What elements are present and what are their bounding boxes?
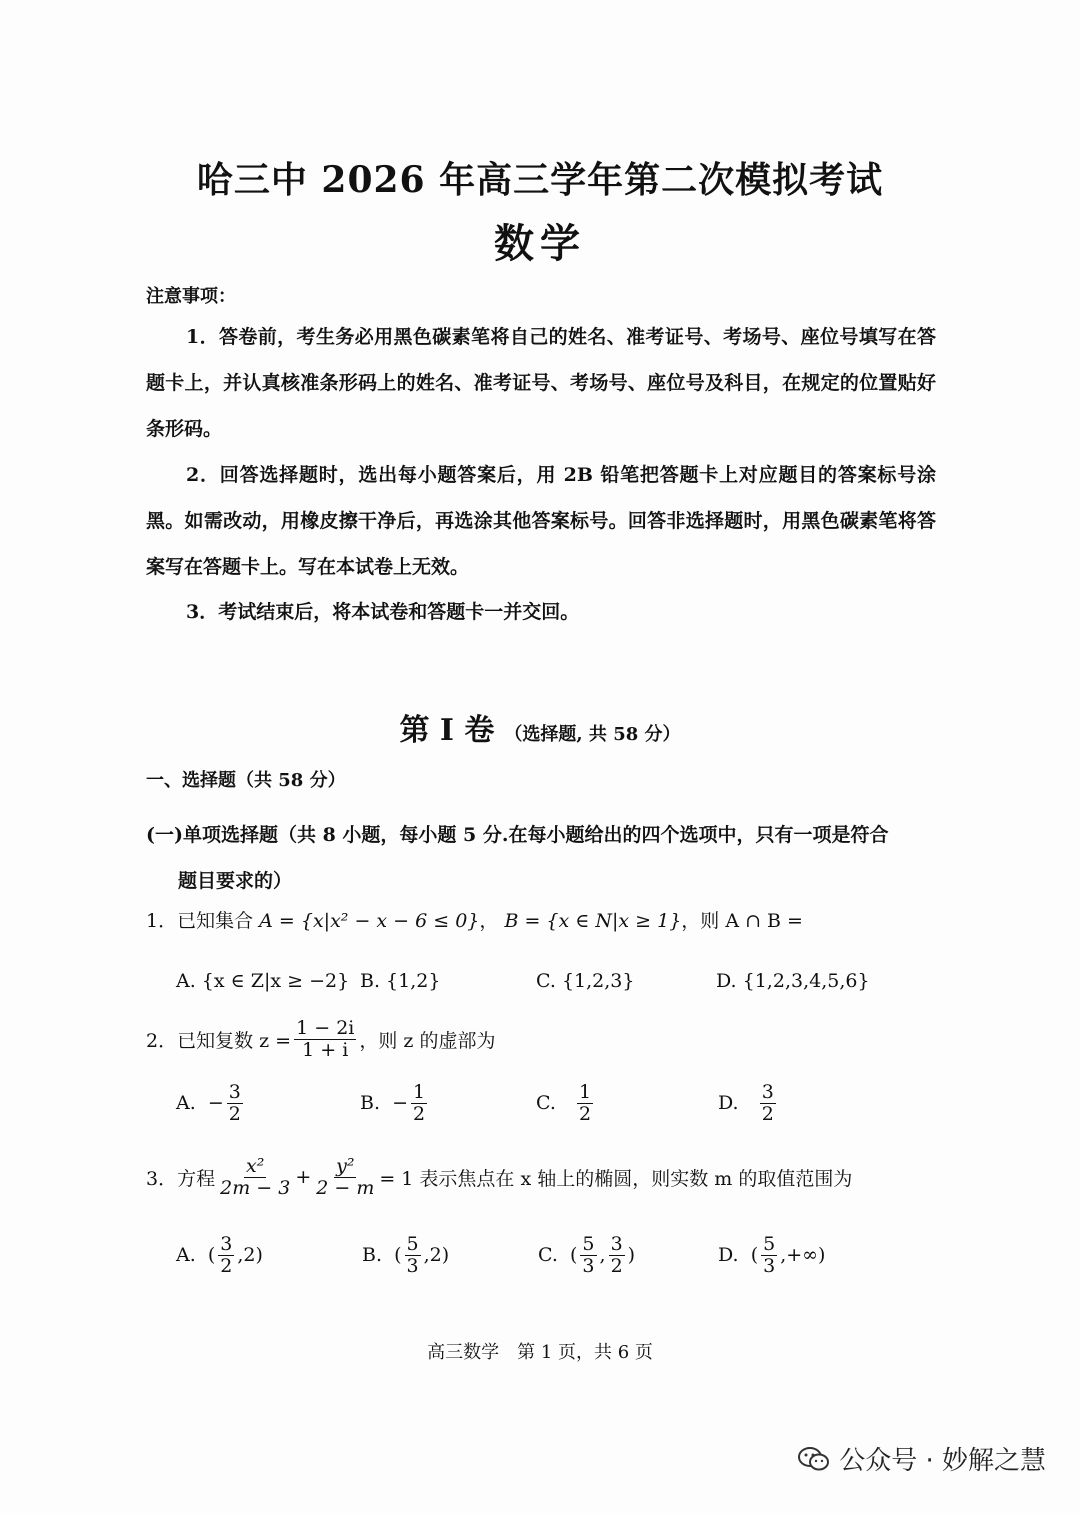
q2-option-c bbox=[536, 1082, 596, 1125]
q1-set-b: B = {x ∈ N|x ≥ 1} bbox=[504, 910, 682, 932]
question-2 bbox=[146, 1018, 495, 1061]
part-note: （选择题, 共 58 分） bbox=[504, 724, 681, 745]
page-footer: 高三数学 第 1 页，共 6 页 bbox=[427, 1342, 653, 1363]
q2-a-den: 2 bbox=[228, 1102, 241, 1125]
question-3 bbox=[146, 1156, 852, 1199]
watermark-text: 公众号 · 妙解之慧 bbox=[839, 1446, 1046, 1476]
q3-c-open: ( bbox=[570, 1244, 578, 1267]
q2-b-fraction bbox=[411, 1082, 427, 1125]
q1-suffix: ，则 A ∩ B = bbox=[681, 910, 803, 932]
q3-b-label: B. bbox=[362, 1244, 383, 1267]
notice-item-2: 2．回答选择题时，选出每小题答案后，用 2B 铅笔把答题卡上对应题目的答案标号涂黑。如需改动，用橡皮擦干净后，再选涂其他答案标号。回答非选择题时，用黑色碳素笔将答案写在答题卡上。写在本试卷上无效。 bbox=[146, 464, 936, 578]
q1-option-d: D. {1,2,3,4,5,6} bbox=[716, 970, 870, 992]
q2-b-num: 1 bbox=[413, 1081, 426, 1103]
q3-d-open: ( bbox=[750, 1244, 759, 1267]
q1-number: 1． bbox=[146, 910, 178, 932]
q3-c-den2: 2 bbox=[610, 1254, 623, 1277]
q3-prefix: 方程 bbox=[177, 1167, 216, 1190]
q1-set-a: A = {x|x² − x − 6 ≤ 0} bbox=[259, 910, 480, 932]
q3-option-d bbox=[718, 1234, 825, 1277]
q3-b-fraction bbox=[405, 1234, 421, 1277]
q3-d-label: D. bbox=[718, 1244, 739, 1267]
q3-f2-den: 2 − m bbox=[316, 1176, 375, 1199]
q3-a-num: 3 bbox=[220, 1233, 233, 1255]
q2-fraction bbox=[294, 1018, 356, 1061]
q3-fraction-2 bbox=[314, 1156, 376, 1199]
part-title bbox=[0, 705, 1080, 749]
q1-option-b: B. {1,2} bbox=[360, 970, 441, 992]
q2-prefix: 已知复数 z = bbox=[177, 1029, 292, 1052]
subject-title: 数学 bbox=[494, 220, 586, 267]
q1-prefix: 已知集合 bbox=[177, 910, 254, 932]
q2-d-den: 2 bbox=[761, 1102, 774, 1125]
q3-f2-num: y² bbox=[336, 1155, 355, 1177]
single-heading-line1: (一)单项选择题（共 8 小题，每小题 5 分.在每小题给出的四个选项中，只有一项是符合 bbox=[146, 824, 889, 846]
q3-d-den: 3 bbox=[763, 1254, 776, 1277]
q2-option-b bbox=[360, 1082, 430, 1125]
notice-item-3: 3．考试结束后，将本试卷和答题卡一并交回。 bbox=[186, 601, 580, 623]
q2-option-a bbox=[176, 1082, 246, 1125]
q3-c-sep: , bbox=[599, 1244, 606, 1267]
q3-c-close: ) bbox=[627, 1244, 636, 1267]
q2-d-label: D. bbox=[718, 1092, 739, 1115]
q3-option-b bbox=[362, 1234, 449, 1277]
q2-b-sign: − bbox=[392, 1092, 409, 1115]
q3-a-fraction bbox=[218, 1234, 234, 1277]
q2-option-d bbox=[718, 1082, 779, 1125]
q1-option-c: C. {1,2,3} bbox=[536, 970, 635, 992]
q1-option-a: A. {x ∈ Z|x ≥ −2} bbox=[176, 970, 350, 992]
q3-a-label: A. bbox=[176, 1244, 196, 1267]
q2-d-num: 3 bbox=[761, 1081, 774, 1103]
notice-item-1: 1．答卷前，考生务必用黑色碳素笔将自己的姓名、准考证号、考场号、座位号填写在答题卡上，并认真核准条形码上的姓名、准考证号、考场号、座位号及科目，在规定的位置贴好条形码。 bbox=[146, 326, 936, 440]
q3-b-rest: ,2) bbox=[423, 1244, 450, 1267]
part-title-text: 第 I 卷 bbox=[399, 713, 495, 748]
q3-c-num1: 5 bbox=[582, 1233, 595, 1255]
q3-b-den: 3 bbox=[406, 1254, 419, 1277]
q3-option-c bbox=[538, 1234, 635, 1277]
q2-c-label: C. bbox=[536, 1092, 556, 1115]
single-heading-line2: 题目要求的） bbox=[178, 870, 293, 892]
q2-c-den: 2 bbox=[579, 1102, 592, 1125]
q2-c-fraction bbox=[577, 1082, 593, 1125]
q3-d-fraction bbox=[761, 1234, 777, 1277]
q2-numerator: 1 − 2i bbox=[296, 1017, 355, 1039]
q3-c-fraction-1 bbox=[580, 1234, 596, 1277]
q3-a-rest: ,2) bbox=[237, 1244, 263, 1267]
q3-d-num: 5 bbox=[763, 1233, 776, 1255]
q3-d-rest: ,+∞) bbox=[780, 1244, 826, 1267]
section-heading: 一、选择题（共 58 分） bbox=[146, 770, 346, 791]
page-title: 哈三中 2026 年高三学年第二次模拟考试 bbox=[196, 159, 884, 201]
q3-b-open: ( bbox=[394, 1244, 402, 1267]
wechat-icon bbox=[797, 1445, 831, 1473]
q2-denominator: 1 + i bbox=[302, 1038, 349, 1061]
watermark bbox=[797, 1440, 1046, 1477]
q3-c-fraction-2 bbox=[609, 1234, 625, 1277]
q3-plus: + bbox=[295, 1166, 312, 1189]
q2-a-label: A. bbox=[176, 1092, 196, 1115]
q2-b-den: 2 bbox=[413, 1102, 426, 1125]
q2-number: 2． bbox=[146, 1029, 178, 1052]
question-1 bbox=[146, 906, 803, 933]
q2-d-fraction bbox=[760, 1082, 776, 1125]
q2-a-sign: − bbox=[207, 1092, 224, 1115]
q3-c-den1: 3 bbox=[582, 1254, 595, 1277]
q3-number: 3． bbox=[146, 1167, 178, 1190]
q2-c-num: 1 bbox=[579, 1081, 592, 1103]
notice-heading: 注意事项： bbox=[146, 286, 236, 307]
q3-c-label: C. bbox=[538, 1244, 558, 1267]
q3-f1-num: x² bbox=[246, 1155, 265, 1177]
single-choice-heading bbox=[146, 812, 936, 904]
q3-a-open: ( bbox=[207, 1244, 216, 1267]
q3-f1-den: 2m − 3 bbox=[220, 1176, 291, 1199]
q3-fraction-1 bbox=[218, 1156, 292, 1199]
q3-option-a bbox=[176, 1234, 263, 1277]
q3-b-num: 5 bbox=[406, 1233, 419, 1255]
q3-suffix: = 1 表示焦点在 x 轴上的椭圆，则实数 m 的取值范围为 bbox=[379, 1167, 853, 1190]
q3-c-num2: 3 bbox=[610, 1233, 623, 1255]
q2-suffix: ，则 z 的虚部为 bbox=[359, 1029, 496, 1052]
q2-a-fraction bbox=[227, 1082, 243, 1125]
q2-a-num: 3 bbox=[228, 1081, 241, 1103]
q1-comma: ， bbox=[479, 910, 499, 932]
q3-a-den: 2 bbox=[220, 1254, 233, 1277]
q2-b-label: B. bbox=[360, 1092, 381, 1115]
